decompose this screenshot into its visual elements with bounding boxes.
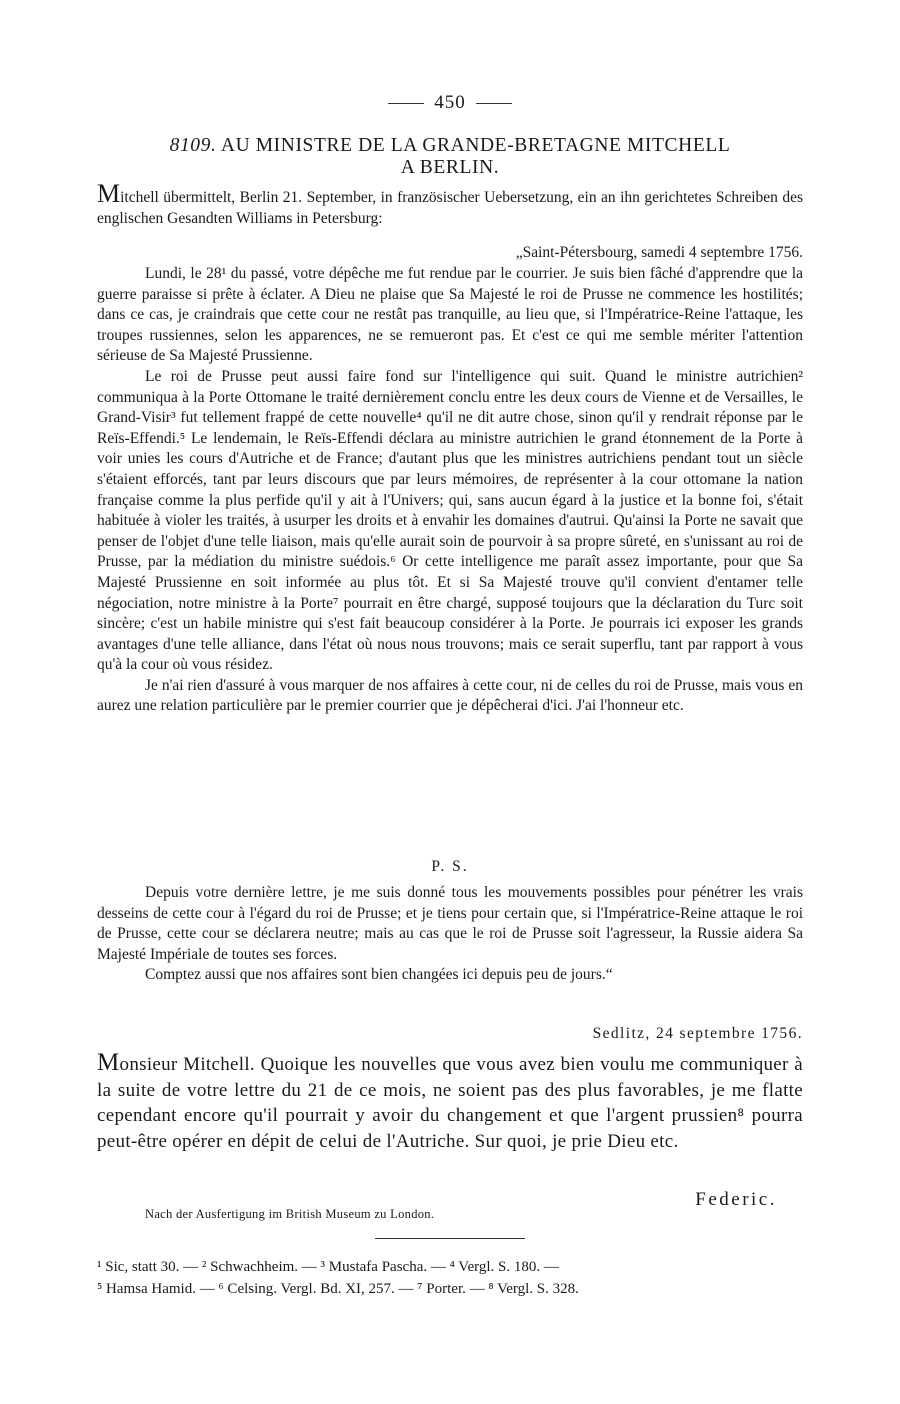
letter-text: onsieur Mitchell. Quoique les nouvelles que vous avez bien voulu me communiquer à la suite de votre lettre du 21 de ce mois, ne soient pas des plus favorables, je me flatte cependant encore qu'il pourrait y avoir du changement et que l'argent prussien⁸ pourra peut-être opérer en dépit de celui de l'Autriche. Sur quoi, je prie Dieu etc. bbox=[97, 1054, 803, 1152]
page-number-dash-right bbox=[476, 103, 512, 104]
page-number bbox=[0, 92, 900, 114]
enclosure-dateline: „Saint-Pétersbourg, samedi 4 septembre 1756. bbox=[515, 244, 803, 261]
letter-initial: M bbox=[97, 1049, 120, 1076]
intro-paragraph bbox=[97, 179, 803, 229]
document-number: 8109. bbox=[169, 135, 217, 156]
intro-initial: M bbox=[97, 179, 121, 208]
footnote-line: ⁵ Hamsa Hamid. — ⁶ Celsing. Vergl. Bd. XI, 257. — ⁷ Porter. — ⁸ Vergl. S. 328. bbox=[97, 1281, 579, 1297]
footnotes bbox=[97, 1256, 803, 1300]
postscript-label: P. S. bbox=[431, 858, 469, 875]
footnote-line: ¹ Sic, statt 30. — ² Schwachheim. — ³ Mustafa Pascha. — ⁴ Vergl. S. 180. — bbox=[97, 1259, 559, 1275]
enclosure-paragraph: Le roi de Prusse peut aussi faire fond sur l'intelligence qui suit. Quand le ministre autrichien² communiqua à la Porte Ottomane le traité dernièrement conclu entre les deux cours de Vienne et de Versailles, le Grand-Visir³ fut tellement frappé de cette nouvelle⁴ qu'il ne dit autre chose, sinon qu'il y rendrait réponse par le Reïs-Effendi.⁵ Le lendemain, le Reïs-Effendi déclara au ministre autrichien le grand étonnement de la Porte à voir unies les cours d'Autriche et de France; d'autant plus que les ministres autrichiens pendant tout un siècle s'étaient efforcés, tant par leurs discours que par leurs mémoires, de représenter à la cour ottomane la nation française comme la plus perfide qu'il y ait à l'Univers; qui, sans aucun égard à la justice et la bonne foi, s'était habituée à violer les traités, à usurper les droits et à envahir les domaines d'autrui. Qu'ainsi la Porte ne savait que penser de l'objet d'une telle liaison, mais qu'elle aurait soin de pourvoir à sa propre sûreté, en s'unissant au roi de Prusse, par la médiation du ministre suédois.⁶ Or cette intelligence me paraît assez importante, pour que Sa Majesté Prussienne en soit informée au plus tôt. Et si Sa Majesté trouve qu'il convient d'entamer telle négociation, notre ministre à la Porte⁷ pourrait en être chargé, supposé toujours que la déclaration du Turc soit sincère; c'est un habile ministre qui s'est fait beaucoup considérer à la Porte. Je pourrais ici exposer les grands avantages d'une telle alliance, dans l'état où nous nous trouvons; mais ce serait superflu, tant par rapport à vous qu'à la cour où vous résidez. bbox=[97, 367, 803, 674]
page-number-value: 450 bbox=[434, 92, 466, 113]
enclosure-paragraph: Lundi, le 28¹ du passé, votre dépêche me fut rendue par le courrier. Je suis bien fâché d'apprendre que la guerre paraisse si prête à éclater. A Dieu ne plaise que Sa Majesté le roi de Prusse ne commence les hostilités; dans ce cas, je craindrais que cette cour ne restât pas tranquille, au lieu que, si l'Impératrice-Reine l'attaque, les troupes russiennes, selon les apparences, ne se remueront pas. Et c'est ce qui me semble mériter l'attention sérieuse de Sa Majesté Prussienne. bbox=[97, 265, 803, 365]
letter-body bbox=[97, 1050, 803, 1154]
letter-dateline: Sedlitz, 24 septembre 1756. bbox=[592, 1025, 803, 1042]
footnote-divider bbox=[375, 1238, 525, 1239]
source-note: Nach der Ausfertigung im British Museum zu London. bbox=[145, 1207, 435, 1221]
postscript-paragraph: Depuis votre dernière lettre, je me suis donné tous les mouvements possibles pour pénétrer les vrais desseins de cette cour à l'égard du roi de Prusse; et je tiens pour certain que, si l'Impératrice-Reine attaque le roi de Prusse, cette cour se déclarera neutre; mais au cas que le roi de Prusse soit l'agresseur, la Russie aidera Sa Majesté Impériale de toutes ses forces. bbox=[97, 884, 803, 963]
heading-title-line1: AU MINISTRE DE LA GRANDE-BRETAGNE MITCHELL bbox=[220, 135, 731, 156]
intro-text: itchell übermittelt, Berlin 21. September, in französischer Uebersetzung, ein an ihn gerichtetes Schreiben des englischen Gesandten Williams in Petersburg: bbox=[97, 189, 803, 227]
heading-title-line2: A BERLIN. bbox=[400, 157, 500, 178]
document-heading bbox=[97, 135, 803, 179]
enclosure-body bbox=[97, 264, 803, 717]
letter-signature: Federic. bbox=[695, 1189, 777, 1210]
postscript-body bbox=[97, 883, 803, 986]
enclosure-paragraph: Je n'ai rien d'assuré à vous marquer de nos affaires à cette cour, ni de celles du roi de Prusse, mais vous en aurez une relation particulière par le premier courrier que je dépêcherai d'ici. J'ai l'honneur etc. bbox=[97, 676, 803, 715]
page-number-dash-left bbox=[388, 103, 424, 104]
postscript-paragraph: Comptez aussi que nos affaires sont bien changées ici depuis peu de jours.“ bbox=[145, 966, 613, 984]
